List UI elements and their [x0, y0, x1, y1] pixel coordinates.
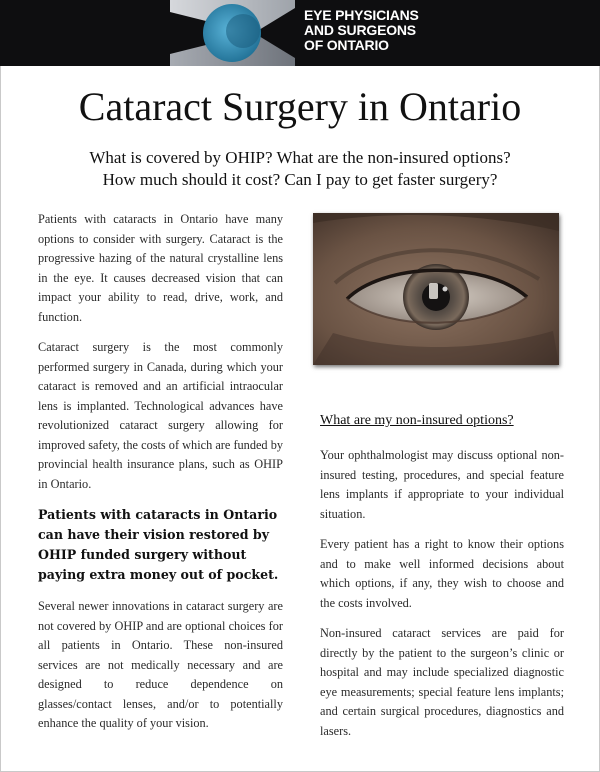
subtitle-line-1: What is covered by OHIP? What are the non-insured options?	[89, 148, 511, 167]
left-column	[38, 210, 283, 745]
ophthalmologist-paragraph: Your ophthalmologist may discuss optional non-insured testing, procedures, and special feature lens implants if appropriate to your individual situation.	[320, 448, 564, 521]
patient-rights-paragraph: Every patient has a right to know their options and to make well informed decisions about which options, if any, they wish to choose and the costs involved.	[320, 537, 564, 610]
eye-photo-illustration	[313, 213, 559, 365]
eye-logo-icon	[170, 0, 295, 66]
header-banner	[0, 0, 600, 66]
innovations-paragraph: Several newer innovations in cataract surgery are not covered by OHIP and are optional choices for all patients in Ontario. These non-insured services are not medically necessary and are designed to reduce dependence on glasses/contact lenses, and/or to potentially enhance the quality of your vision.	[38, 599, 283, 730]
eye-closeup-photo	[313, 213, 559, 365]
org-name-line-1: EYE PHYSICIANS	[304, 7, 419, 23]
subtitle-line-2: How much should it cost? Can I pay to get faster surgery?	[102, 170, 498, 189]
organization-name	[304, 8, 504, 53]
ohip-callout: Patients with cataracts in Ontario can have their vision restored by OHIP funded surgery without paying extra money out of pocket.	[38, 507, 279, 582]
surgery-paragraph: Cataract surgery is the most commonly performed surgery in Canada, during which your cataract is removed and an artificial intraocular lens is implanted. Technological advances have revolutionized cataract surgery allowing for improved safety, the costs of which are funded by provincial health insurance plans, such as OHIP in Ontario.	[38, 340, 283, 491]
page-title: Cataract Surgery in Ontario	[78, 84, 522, 129]
payment-paragraph: Non-insured cataract services are paid for directly by the patient to the surgeon’s clinic or hospital and may include specialized diagnostic eye measurements; special feature lens implants; and certain surgical procedures, diagnostics and lasers.	[320, 626, 564, 738]
intro-paragraph: Patients with cataracts in Ontario have many options to consider with surgery. Cataract is the progressive hazing of the natural crystalline lens in the eye. It causes decreased vision that can impact your ability to read, drive, work, and function.	[38, 212, 283, 324]
non-insured-options-heading: What are my non-insured options?	[320, 413, 514, 428]
right-column	[320, 412, 564, 752]
org-name-line-2: AND SURGEONS	[304, 22, 416, 38]
page-subtitle	[0, 147, 600, 191]
org-name-line-3: OF ONTARIO	[304, 37, 389, 53]
